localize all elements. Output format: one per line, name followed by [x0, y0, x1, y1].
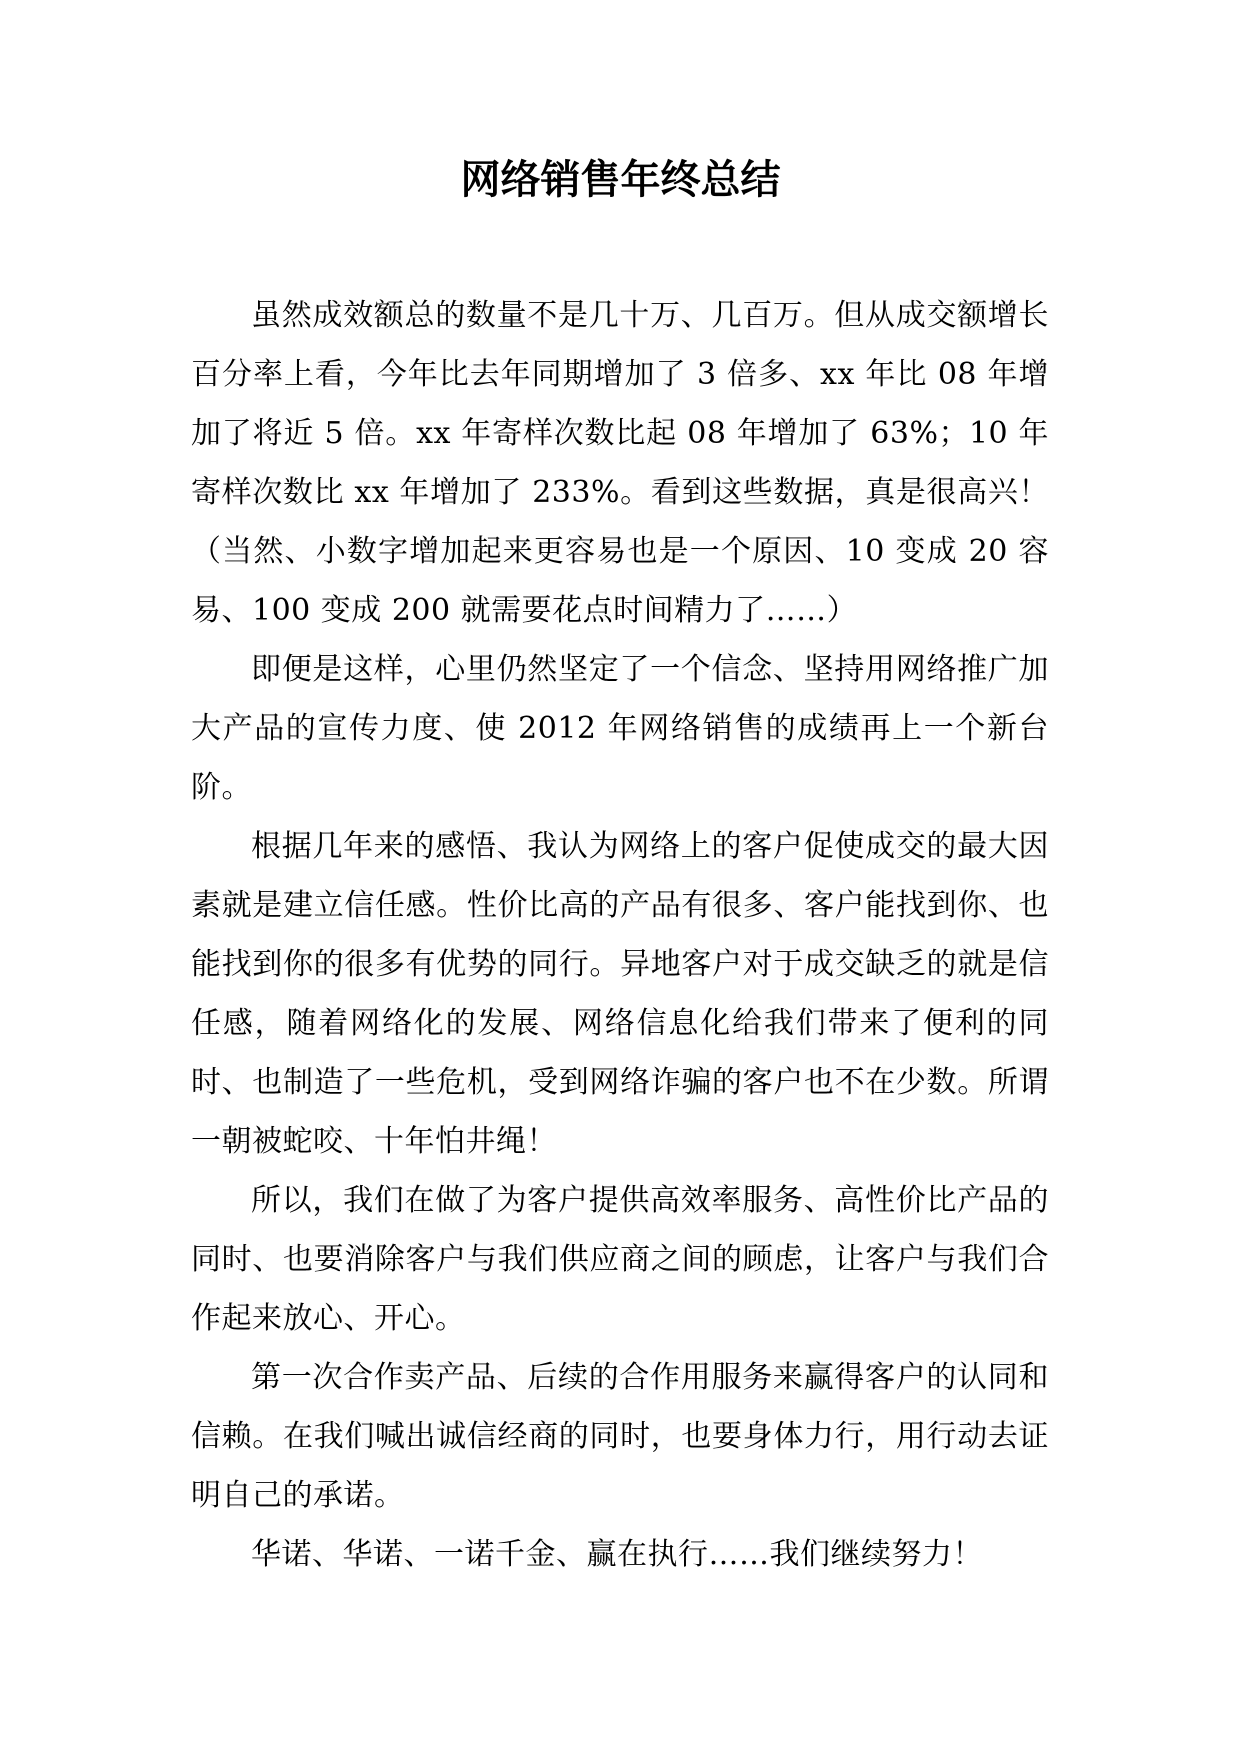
paragraph-1: 虽然成效额总的数量不是几十万、几百万。但从成交额增长百分率上看，今年比去年同期增加了 3 倍多、xx 年比 08 年增加了将近 5 倍。xx 年寄样次数比起 08 年增加了 63%；10 年寄样次数比 xx 年增加了 233%。看到这些数据，真是很高兴！（当然、小数字增加起来更容易也是一个原因、10 变成 20 容易、100 变成 200 就需要花点时间精力了……） [191, 298, 1049, 628]
document-title: 网络销售年终总结 [460, 157, 781, 203]
paragraph-6: 华诺、华诺、一诺千金、赢在执行……我们继续努力！ [251, 1537, 983, 1572]
paragraph-3: 根据几年来的感悟、我认为网络上的客户促使成交的最大因素就是建立信任感。性价比高的产品有很多、客户能找到你、也能找到你的很多有优势的同行。异地客户对于成交缺乏的就是信任感，随着网络化的发展、网络信息化给我们带来了便利的同时、也制造了一些危机，受到网络诈骗的客户也不在少数。所谓一朝被蛇咬、十年怕井绳！ [191, 829, 1049, 1159]
document-body [191, 286, 1049, 1584]
paragraph-2: 即便是这样，心里仍然坚定了一个信念、坚持用网络推广加大产品的宣传力度、使 2012 年网络销售的成绩再上一个新台阶。 [191, 652, 1049, 805]
paragraph-4: 所以，我们在做了为客户提供高效率服务、高性价比产品的同时、也要消除客户与我们供应商之间的顾虑，让客户与我们合作起来放心、开心。 [191, 1183, 1049, 1336]
paragraph-5: 第一次合作卖产品、后续的合作用服务来赢得客户的认同和信赖。在我们喊出诚信经商的同时，也要身体力行，用行动去证明自己的承诺。 [191, 1360, 1049, 1513]
